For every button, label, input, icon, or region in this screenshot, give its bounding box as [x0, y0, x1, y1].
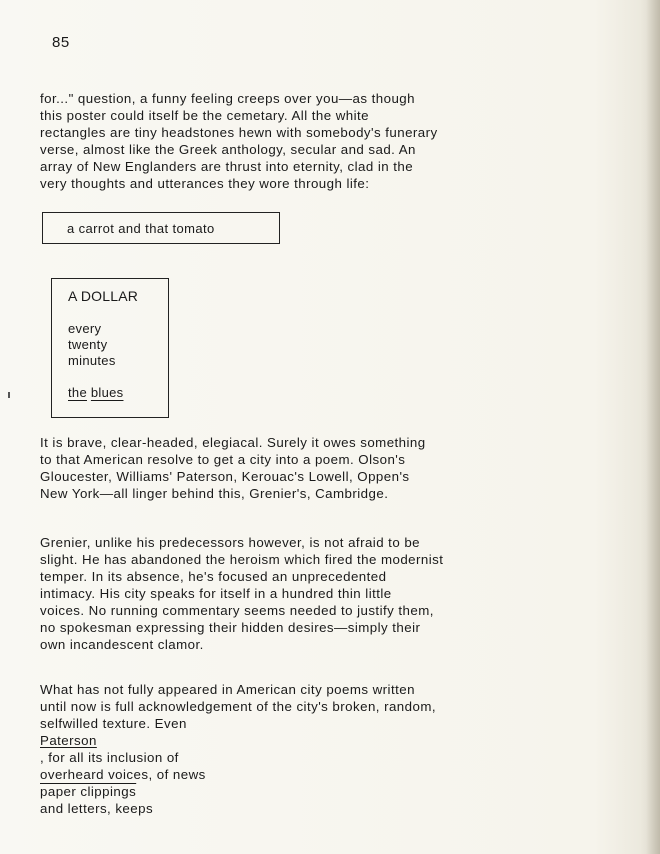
- text-line: What has not fully appeared in American city poems written: [40, 682, 415, 697]
- poem-line: minutes: [68, 353, 116, 368]
- text-segment: overheard voices, of news: [40, 767, 206, 782]
- text-line: own incandescent clamor.: [40, 637, 204, 652]
- text-line: New York—all linger behind this, Grenier's, Cambridge.: [40, 486, 389, 501]
- paragraph-1: [40, 90, 600, 192]
- poem-line: twenty: [68, 337, 108, 352]
- text-line: rectangles are tiny headstones hewn with somebody's funerary: [40, 125, 438, 140]
- poem-box-text: a carrot and that tomato: [67, 221, 215, 236]
- text-line: It is brave, clear-headed, elegiacal. Surely it owes something: [40, 435, 426, 450]
- poem-line: every: [68, 321, 102, 336]
- text-line: for..." question, a funny feeling creeps over you—as though: [40, 91, 415, 106]
- poem-word: the: [68, 385, 87, 400]
- poem-box-carrot: [42, 212, 280, 244]
- page-number: 85: [52, 34, 70, 51]
- page-edge-shadow: [646, 0, 660, 854]
- paragraph-4: [40, 681, 600, 817]
- poem-line-underlined: [68, 385, 123, 400]
- text-line: Grenier, unlike his predecessors however, is not afraid to be: [40, 535, 421, 550]
- text-line: no spokesman expressing their hidden desires—simply their: [40, 620, 421, 635]
- poem-title: A DOLLAR: [68, 288, 139, 304]
- text-segment-overlined: paper clippings: [40, 784, 137, 799]
- text-segment: , for all its inclusion of: [40, 750, 179, 765]
- text-line: [40, 766, 600, 817]
- paragraph-2: [40, 434, 600, 502]
- poem-word: blues: [90, 385, 124, 400]
- text-line: to that American resolve to get a city into a poem. Olson's: [40, 452, 406, 467]
- text-line: very thoughts and utterances they wore through life:: [40, 176, 370, 191]
- text-line: verse, almost like the Greek anthology, secular and sad. An: [40, 142, 416, 157]
- text-line: Gloucester, Williams' Paterson, Kerouac's Lowell, Oppen's: [40, 469, 410, 484]
- text-line: voices. No running commentary seems needed to justify them,: [40, 603, 434, 618]
- text-line: array of New Englanders are thrust into eternity, clad in the: [40, 159, 414, 174]
- text-segment: selfwilled texture. Even: [40, 716, 187, 731]
- poem-box-dollar: [51, 278, 169, 418]
- text-line: until now is full acknowledgement of the city's broken, random,: [40, 699, 437, 714]
- text-segment: and letters, keeps: [40, 801, 154, 816]
- text-line: slight. He has abandoned the heroism which fired the modernist: [40, 552, 444, 567]
- text-line: this poster could itself be the cemetary. All the white: [40, 108, 370, 123]
- text-line: temper. In its absence, he's focused an unprecedented: [40, 569, 387, 584]
- margin-mark: [8, 392, 10, 398]
- text-line: intimacy. His city speaks for itself in a hundred thin little: [40, 586, 392, 601]
- book-title: Paterson: [40, 733, 97, 748]
- paragraph-3: [40, 534, 600, 653]
- text-line: [40, 715, 600, 766]
